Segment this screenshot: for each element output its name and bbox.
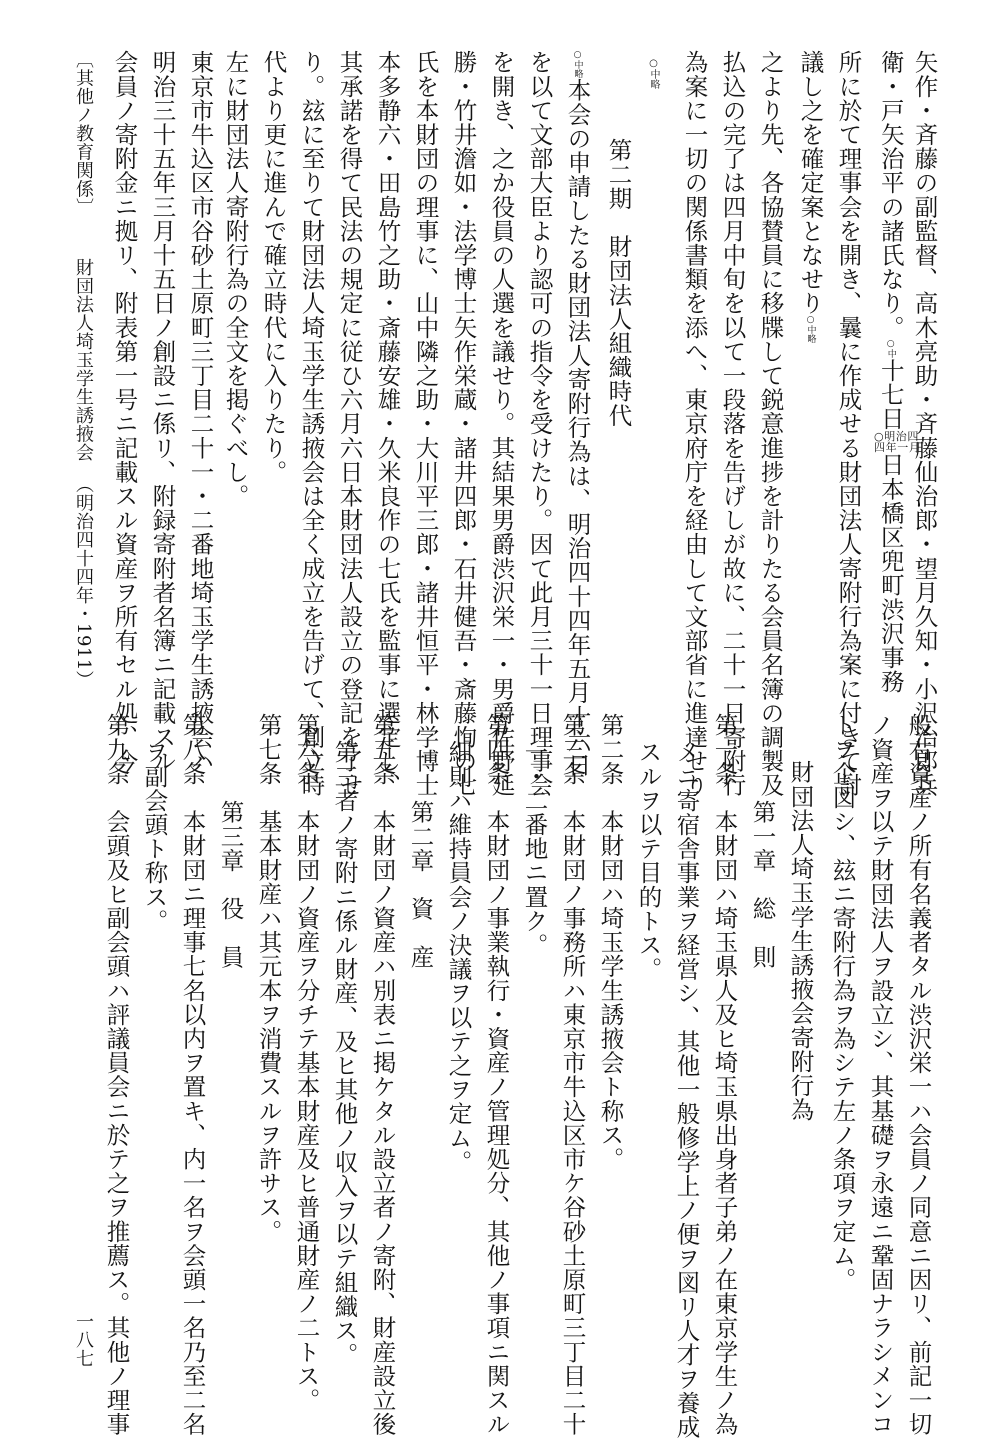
article: 第九条 会頭及ヒ副会頭ハ評議員会ニ於テ之ヲ推薦ス。其他ノ理事 xyxy=(102,713,131,1436)
text-column: り。玆に至りて財団法人埼玉学生誘掖会は全く成立を告げて、創立時 xyxy=(297,50,326,798)
article: 第二条 本財団ハ埼玉学生誘掖会ト称ス。 xyxy=(596,713,625,1171)
chapter-heading: 第一章 総 則 xyxy=(748,800,777,969)
article: 第六条 本財団ノ資産ヲ分チテ基本財産及ヒ普通財産ノ二トス。 xyxy=(292,713,321,1412)
section-heading: 第二期 財団法人組織時代 xyxy=(604,138,633,428)
article: 細則ハ維持員会ノ決議ヲ以テ之ヲ定ム。 xyxy=(444,740,473,1174)
document-title: 財団法人埼玉学生誘掖会寄附行為 xyxy=(786,760,815,1122)
page-number: 一八七 xyxy=(73,1312,94,1368)
text-column: を以て文部大臣より認可の指令を受けたり。因て此月三十一日理事会 xyxy=(525,50,554,798)
text-column: 明治三十五年三月十五日ノ創設ニ係リ、附録寄附者名簿ニ記載スル xyxy=(148,50,177,773)
article: 第四条 本財団ノ事業執行・資産ノ管理処分、其他ノ事項ニ関スル xyxy=(482,713,511,1436)
text-column: 所に於て理事会を開き、曩に作成せる財団法人寄附行為案に付きて討 xyxy=(834,50,863,798)
chapter-heading: 第三章 役 員 xyxy=(216,800,245,969)
text-column: 議し之を確定案となせり○中略 xyxy=(796,50,825,344)
article: 第三条 本財団ノ事務所ハ東京市牛込区市ケ谷砂土原町三丁目二十 xyxy=(558,713,587,1436)
text-column: ノ資産ヲ以テ財団法人ヲ設立シ、其基礎ヲ永遠ニ鞏固ナラシメンコ xyxy=(866,713,895,1436)
article: 第五条 本財団ノ資産ハ別表ニ掲ケタル設立者ノ寄附、財産設立後 xyxy=(368,713,397,1436)
article: 第一条 本財団ハ埼玉県人及ヒ埼玉県出身者子弟ノ在東京学生ノ為 xyxy=(710,713,739,1436)
text-column: ○中略本会の申請したる財団法人寄附行為は、明治四十四年五月十六日 xyxy=(563,50,592,777)
text-column: 払込の完了は四月中旬を以て一段落を告げしが故に、二十一日寄附行 xyxy=(718,50,747,798)
text-column: 為案に一切の関係書類を添へ、東京府庁を経由して文部省に進達せり xyxy=(680,50,709,798)
article: スルヲ以テ目的トス。 xyxy=(634,740,663,981)
article: メニ寄宿舎事業ヲ経営シ、其他一般修学上ノ便ヲ図リ人才ヲ養成 xyxy=(672,740,701,1439)
text-column: 代より更に進んで確立時代に入りたり。 xyxy=(259,50,288,484)
text-column: 之より先、各協賛員に移牒して鋭意進捗を計りたる会員名簿の調製及 xyxy=(756,50,785,798)
text-column: 衛・戸矢治平の諸氏なり。○中十七日○明治四 四年一月日本橋区兜町渋沢事務 xyxy=(874,50,921,694)
chapter-heading: 第二章 資 産 xyxy=(406,800,435,969)
text-column: 東京市牛込区市谷砂土原町三丁目二十一・二番地埼玉学生誘掖会ハ xyxy=(186,50,215,773)
date-note: ○明治四 四年一月 xyxy=(874,429,921,454)
margin-category: 〔其他ノ教育関係〕 xyxy=(73,50,94,217)
article: 第七条 基本財産ハ其元本ヲ消費スルヲ許サス。 xyxy=(254,713,283,1244)
article: 第三者ノ寄附ニ係ル財産、及ヒ其他ノ収入ヲ以テ組織ス。 xyxy=(330,740,359,1367)
text-column: 氏を本財団の理事に、山中隣之助・大川平三郎・諸井恒平・林学博士 xyxy=(411,50,440,798)
margin-org: 財団法人埼玉学生誘掖会 xyxy=(73,258,94,462)
text-column: 勝・竹井澹如・法学博士矢作栄蔵・諸井四郎・石井健吾・斎藤恂の七 xyxy=(449,50,478,798)
article: 一・二番地ニ置ク。 xyxy=(520,740,549,957)
text-column: 会員ノ寄附金ニ拠リ、附表第一号ニ記載スル資産ヲ所有セル処、今 xyxy=(110,50,139,773)
text-column: を開き、之か役員の人選を議せり。其結果男爵渋沢栄一・男爵佐野延 xyxy=(487,50,516,798)
text-column: トヲ企図シ、玆ニ寄附行為ヲ為シテ左ノ条項ヲ定ム。 xyxy=(828,713,857,1292)
margin-year: （明治四十四年・1911） xyxy=(73,475,94,690)
omission-mark: ○中略 xyxy=(648,58,659,89)
text-column: 本多静六・田島竹之助・斎藤安雄・久米良作の七氏を監事に選定し、 xyxy=(373,50,402,798)
text-column: 左に財団法人寄附行為の全文を掲ぐべし。 xyxy=(221,50,250,508)
text-column: 矢作・斉藤の副監督、高木亮助・斉藤仙治郎・望月久知・小沢治郎兵 xyxy=(910,50,939,798)
article: ヲ副会頭ト称ス。 xyxy=(140,740,169,933)
article: 第八条 本財団ニ理事七名以内ヲ置キ、内一名ヲ会頭一名乃至二名 xyxy=(178,713,207,1436)
text-column: 般右資産ノ所有名義者タル渋沢栄一ハ会員ノ同意ニ因リ、前記一切 xyxy=(904,713,933,1436)
text-column: 其承諾を得て民法の規定に従ひ六月六日本財団法人設立の登記を了せ xyxy=(335,50,364,798)
